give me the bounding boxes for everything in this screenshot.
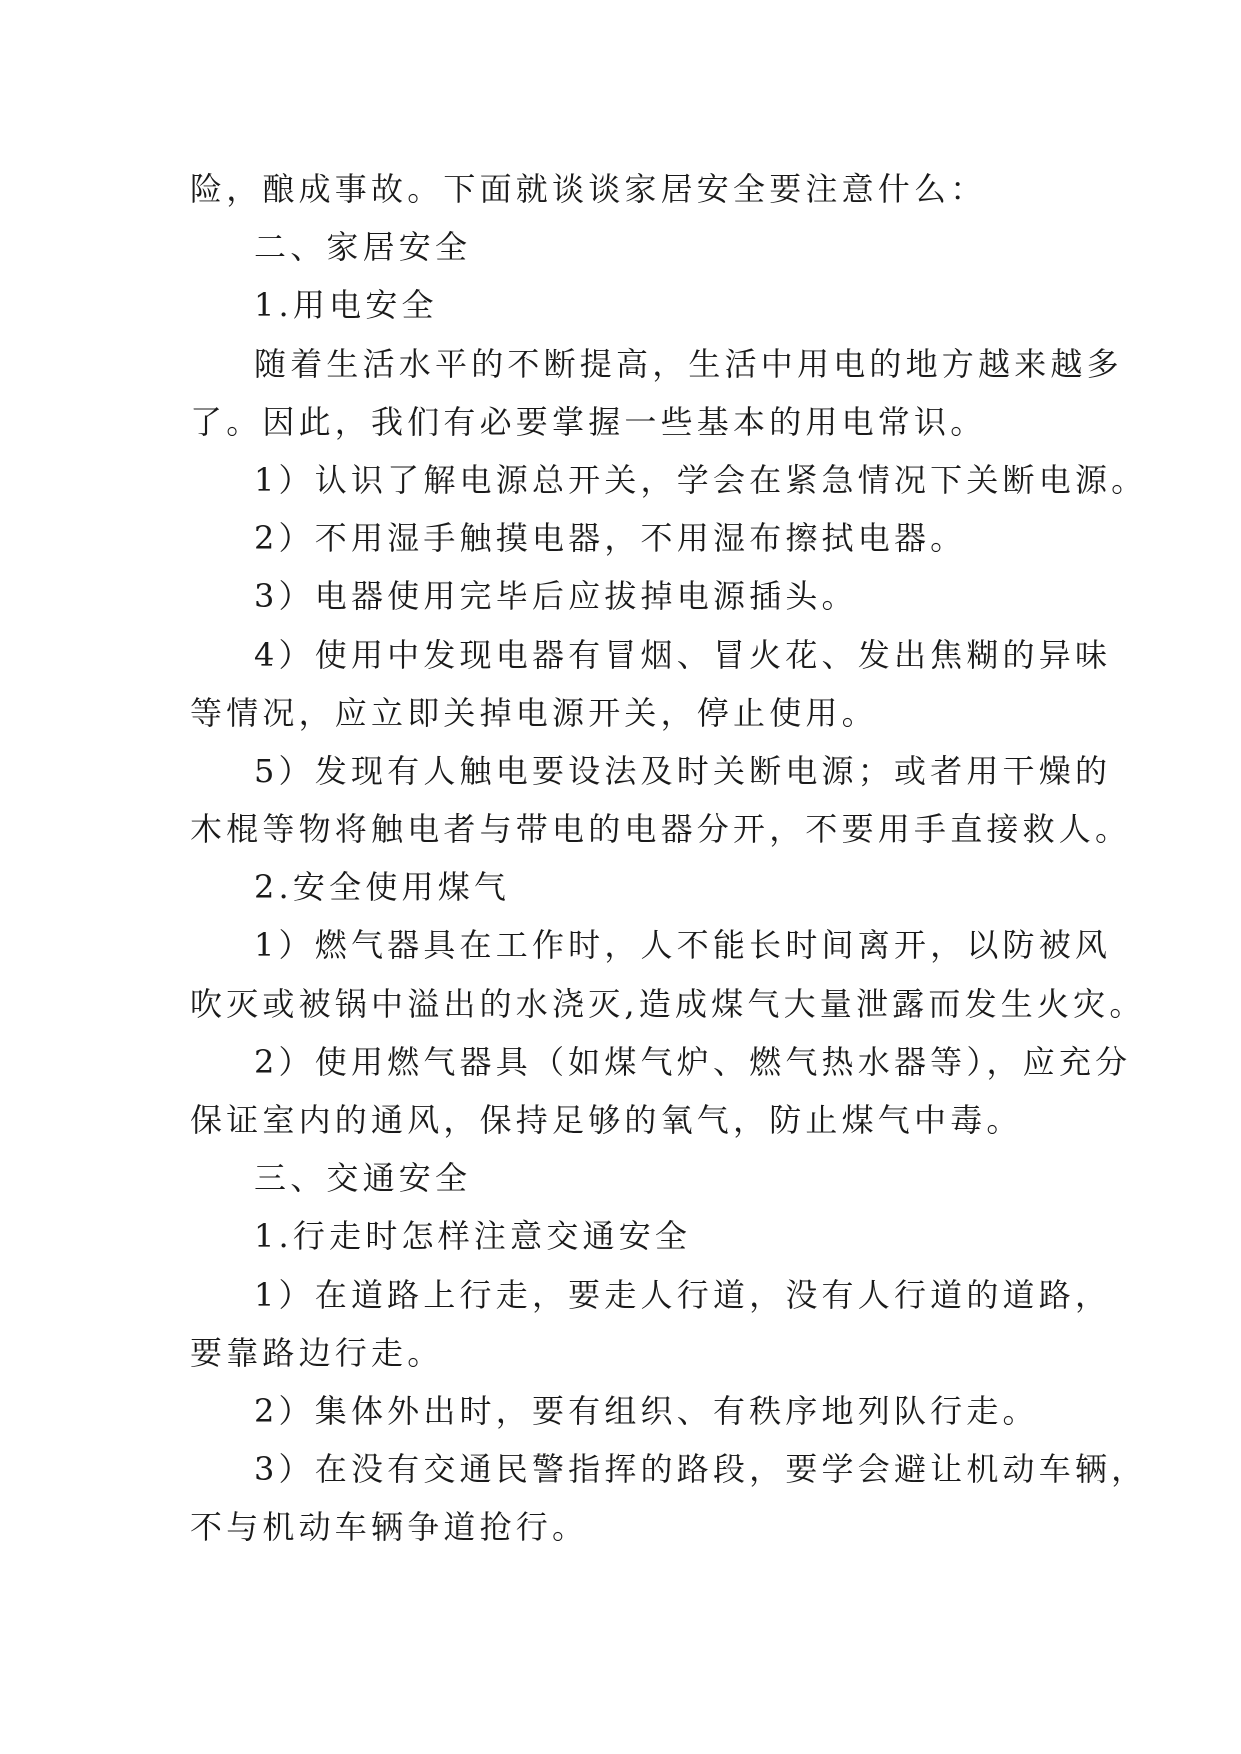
section-heading: 二、家居安全 bbox=[254, 228, 472, 267]
list-item-continuation: 等情况，应立即关掉电源开关，停止使用。 bbox=[190, 693, 878, 732]
subsection-heading: 1.用电安全 bbox=[254, 286, 438, 325]
list-item-continuation: 木棍等物将触电者与带电的电器分开，不要用手直接救人。 bbox=[190, 810, 1132, 849]
list-item: 3）在没有交通民警指挥的路段，要学会避让机动车辆， bbox=[254, 1450, 1148, 1489]
list-item: 4）使用中发现电器有冒烟、冒火花、发出焦糊的异味 bbox=[254, 635, 1112, 674]
document-body bbox=[190, 160, 1148, 1557]
list-item: 1）燃气器具在工作时，人不能长时间离开，以防被风 bbox=[254, 926, 1112, 965]
list-item: 5）发现有人触电要设法及时关断电源；或者用干燥的 bbox=[254, 751, 1112, 790]
list-item-continuation: 不与机动车辆争道抢行。 bbox=[190, 1508, 589, 1547]
paragraph-line: 了。因此，我们有必要掌握一些基本的用电常识。 bbox=[190, 402, 987, 441]
paragraph-line: 随着生活水平的不断提高，生活中用电的地方越来越多 bbox=[254, 344, 1123, 383]
subsection-heading: 1.行走时怎样注意交通安全 bbox=[254, 1217, 692, 1256]
list-item: 1）在道路上行走，要走人行道，没有人行道的道路， bbox=[254, 1275, 1112, 1314]
list-item-continuation: 要靠路边行走。 bbox=[190, 1333, 444, 1372]
list-item-continuation: 保证室内的通风，保持足够的氧气，防止煤气中毒。 bbox=[190, 1101, 1023, 1139]
section-heading: 三、交通安全 bbox=[254, 1159, 472, 1198]
list-item: 2）不用湿手触摸电器，不用湿布擦拭电器。 bbox=[254, 519, 967, 558]
list-item: 2）集体外出时，要有组织、有秩序地列队行走。 bbox=[254, 1391, 1039, 1430]
subsection-heading: 2.安全使用煤气 bbox=[254, 868, 511, 907]
list-item-continuation: 吹灭或被锅中溢出的水浇灭,造成煤气大量泄露而发生火灾。 bbox=[190, 984, 1146, 1023]
list-item: 1）认识了解电源总开关，学会在紧急情况下关断电源。 bbox=[254, 460, 1148, 499]
list-item: 2）使用燃气器具（如煤气炉、燃气热水器等），应充分 bbox=[254, 1042, 1132, 1081]
text-line: 险，酿成事故。下面就谈谈家居安全要注意什么： bbox=[190, 170, 987, 208]
list-item: 3）电器使用完毕后应拔掉电源插头。 bbox=[254, 577, 858, 616]
